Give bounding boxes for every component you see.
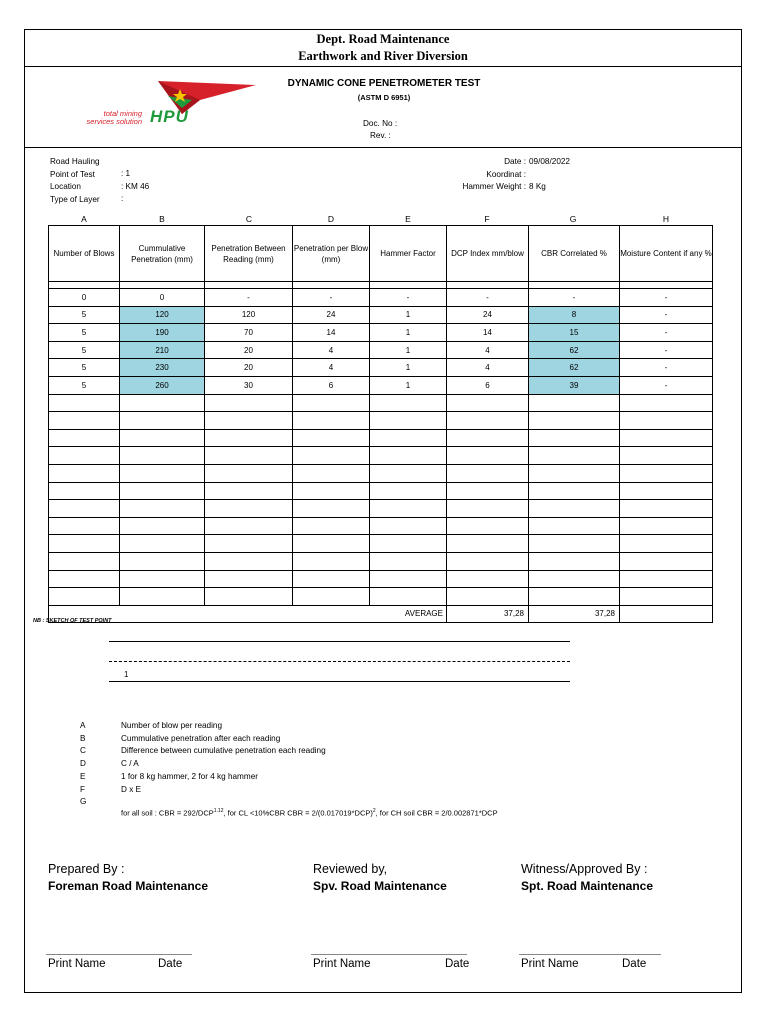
empty-row: [49, 570, 713, 588]
doc-no-label: Doc. No :: [363, 119, 398, 128]
point-label: Point of Test: [50, 169, 95, 179]
table-cell: 210: [120, 341, 205, 359]
table-cell: 4: [293, 359, 370, 377]
legend-key: A: [80, 721, 86, 730]
road-label: Road Hauling: [50, 157, 100, 166]
legend-key: B: [80, 733, 86, 743]
signature-role: Foreman Road Maintenance: [48, 879, 209, 893]
table-cell: -: [370, 289, 447, 307]
col-letter: H: [662, 214, 670, 224]
table-row: [49, 324, 713, 342]
empty-row: [49, 535, 713, 553]
signature-title: Reviewed by,: [313, 862, 388, 876]
legend-text: 1 for 8 kg hammer, 2 for 4 kg hammer: [121, 771, 258, 781]
header-cell: Moisture Content if any %: [620, 226, 713, 282]
legend-key: E: [80, 771, 86, 781]
signature-title: Prepared By :: [48, 862, 125, 876]
sketch-centerline: [109, 661, 570, 662]
sketch-road-edge-top: [109, 641, 570, 642]
legend-key: D: [80, 759, 86, 769]
table-cell: 62: [529, 359, 620, 377]
table-cell: 1: [370, 376, 447, 394]
signature-block-reviewed: [313, 862, 447, 893]
header-cell: DCP Index mm/blow: [447, 226, 529, 282]
section-divider: [24, 147, 742, 148]
date-field-label: Date: [445, 958, 470, 970]
col-letter: A: [81, 214, 87, 224]
table-cell: 120: [205, 306, 293, 324]
table-cell: 1: [370, 341, 447, 359]
table-cell: 70: [205, 324, 293, 342]
date-label: Date :: [504, 157, 526, 166]
hammer-label: Hammer Weight :: [462, 182, 526, 191]
sketch-road-edge-bottom: [109, 681, 570, 682]
table-cell: 5: [49, 306, 120, 324]
table-cell: 62: [529, 341, 620, 359]
dcp-results-table: [48, 225, 713, 623]
table-cell: 1: [370, 359, 447, 377]
table-header-row: [49, 226, 713, 282]
signature-role: Spv. Road Maintenance: [313, 879, 447, 893]
table-cell: 20: [205, 341, 293, 359]
test-title: DYNAMIC CONE PENETROMETER TEST: [287, 78, 481, 89]
empty-row: [49, 447, 713, 465]
signature-line: [311, 954, 467, 955]
table-cell: 24: [447, 306, 529, 324]
table-cell: -: [620, 359, 713, 377]
signature-block-approved: [521, 862, 653, 893]
signature-title: Witness/Approved By :: [521, 862, 648, 876]
legend-key: F: [80, 784, 86, 794]
table-cell: -: [620, 289, 713, 307]
empty-row: [49, 412, 713, 430]
print-name-label: Print Name: [521, 958, 579, 970]
table-cell: 1: [370, 306, 447, 324]
table-cell: 4: [447, 341, 529, 359]
col-letter: C: [245, 214, 253, 224]
table-cell: -: [620, 306, 713, 324]
table-cell: -: [620, 376, 713, 394]
table-cell: -: [529, 289, 620, 307]
date-value: 09/08/2022: [529, 157, 570, 166]
signature-role: Spt. Road Maintenance: [521, 879, 654, 893]
print-name-label: Print Name: [48, 958, 106, 970]
empty-row: [49, 588, 713, 606]
hammer-value: 8 Kg: [529, 182, 546, 191]
koordinat-label: Koordinat :: [486, 169, 526, 179]
table-row: [49, 341, 713, 359]
table-cell: 5: [49, 376, 120, 394]
average-row: [49, 605, 713, 623]
empty-row: [49, 429, 713, 447]
table-cell: 8: [529, 306, 620, 324]
table-row: [49, 376, 713, 394]
signature-line: [46, 954, 192, 955]
signature-line: [519, 954, 661, 955]
logo-brand: HPU: [150, 107, 189, 126]
table-cell: 6: [293, 376, 370, 394]
table-cell: 15: [529, 324, 620, 342]
empty-row: [49, 482, 713, 500]
table-cell: -: [620, 324, 713, 342]
rev-label: Rev. :: [370, 131, 391, 140]
empty-row: [49, 500, 713, 518]
dept-subtitle: Earthwork and River Diversion: [298, 49, 468, 63]
logo-tagline-1: total mining: [103, 109, 142, 118]
test-standard: (ASTM D 6951): [357, 93, 411, 102]
dept-title: Dept. Road Maintenance: [316, 32, 450, 46]
average-dcp-value: 37,28: [447, 605, 529, 623]
header-cell: Penetration per Blow (mm): [293, 226, 370, 282]
table-cell: 6: [447, 376, 529, 394]
table-cell: 260: [120, 376, 205, 394]
header-cell: Penetration Between Reading (mm): [205, 226, 293, 282]
table-row: [49, 306, 713, 324]
table-cell: -: [205, 289, 293, 307]
date-field-label: Date: [622, 958, 647, 970]
table-row: [49, 359, 713, 377]
legend-text: Difference between cumulative penetration each reading: [121, 746, 326, 756]
point-value: : 1: [121, 169, 131, 178]
table-cell: 4: [293, 341, 370, 359]
empty-row: [49, 517, 713, 535]
table-cell: 0: [49, 289, 120, 307]
col-letter: G: [569, 214, 577, 224]
col-letter: E: [405, 214, 411, 224]
legend-text: C / A: [121, 759, 139, 769]
header-cell: Number of Blows: [49, 226, 120, 282]
empty-row: [49, 552, 713, 570]
legend-text: Number of blow per reading: [121, 721, 223, 730]
table-cell: -: [293, 289, 370, 307]
layer-value: :: [121, 194, 124, 203]
signature-block-prepared: [48, 862, 208, 893]
sketch-point-number: 1: [124, 670, 129, 679]
location-value: : KM 46: [121, 181, 150, 191]
print-name-label: Print Name: [313, 958, 371, 970]
header-cell: Cummulative Penetration (mm): [120, 226, 205, 282]
layer-label: Type of Layer: [50, 194, 100, 204]
average-label: AVERAGE: [370, 605, 447, 623]
table-cell: -: [447, 289, 529, 307]
empty-row: [49, 394, 713, 412]
legend-text: D x E: [121, 784, 142, 794]
table-cell: -: [620, 341, 713, 359]
table-cell: 14: [447, 324, 529, 342]
col-letter: B: [159, 214, 165, 224]
location-label: Location: [50, 182, 81, 191]
table-cell: 24: [293, 306, 370, 324]
table-row: [49, 289, 713, 307]
col-letter: F: [484, 214, 490, 224]
header-cell: Hammer Factor: [370, 226, 447, 282]
table-cell: 230: [120, 359, 205, 377]
logo-tagline-2: services solution: [86, 117, 142, 126]
table-cell: 39: [529, 376, 620, 394]
table-cell: 1: [370, 324, 447, 342]
average-cbr-value: 37,28: [529, 605, 620, 623]
table-cell: 5: [49, 324, 120, 342]
table-cell: 30: [205, 376, 293, 394]
table-cell: 190: [120, 324, 205, 342]
table-cell: 0: [120, 289, 205, 307]
header-cell: CBR Correlated %: [529, 226, 620, 282]
company-logo: [50, 78, 260, 128]
table-cell: 5: [49, 359, 120, 377]
date-field-label: Date: [158, 958, 183, 970]
legend-text: Cummulative penetration after each reading: [121, 733, 281, 743]
table-cell: 5: [49, 341, 120, 359]
legend-key: C: [80, 746, 86, 756]
table-cell: 20: [205, 359, 293, 377]
col-letter: D: [327, 214, 335, 224]
sketch-label: NB : SKETCH OF TEST POINT: [33, 618, 112, 624]
empty-row: [49, 464, 713, 482]
cbr-formula: for all soil : CBR = $292/DCP^{1.12}$, for CL <10%CBR CBR = $2/(0.017019*DCP)^2$, for CH soil CBR = 2/0.002871*DCP: [121, 808, 498, 818]
spacer-row: [49, 282, 713, 289]
table-cell: 120: [120, 306, 205, 324]
table-cell: 4: [447, 359, 529, 377]
legend-key: G: [80, 797, 87, 807]
table-cell: 14: [293, 324, 370, 342]
